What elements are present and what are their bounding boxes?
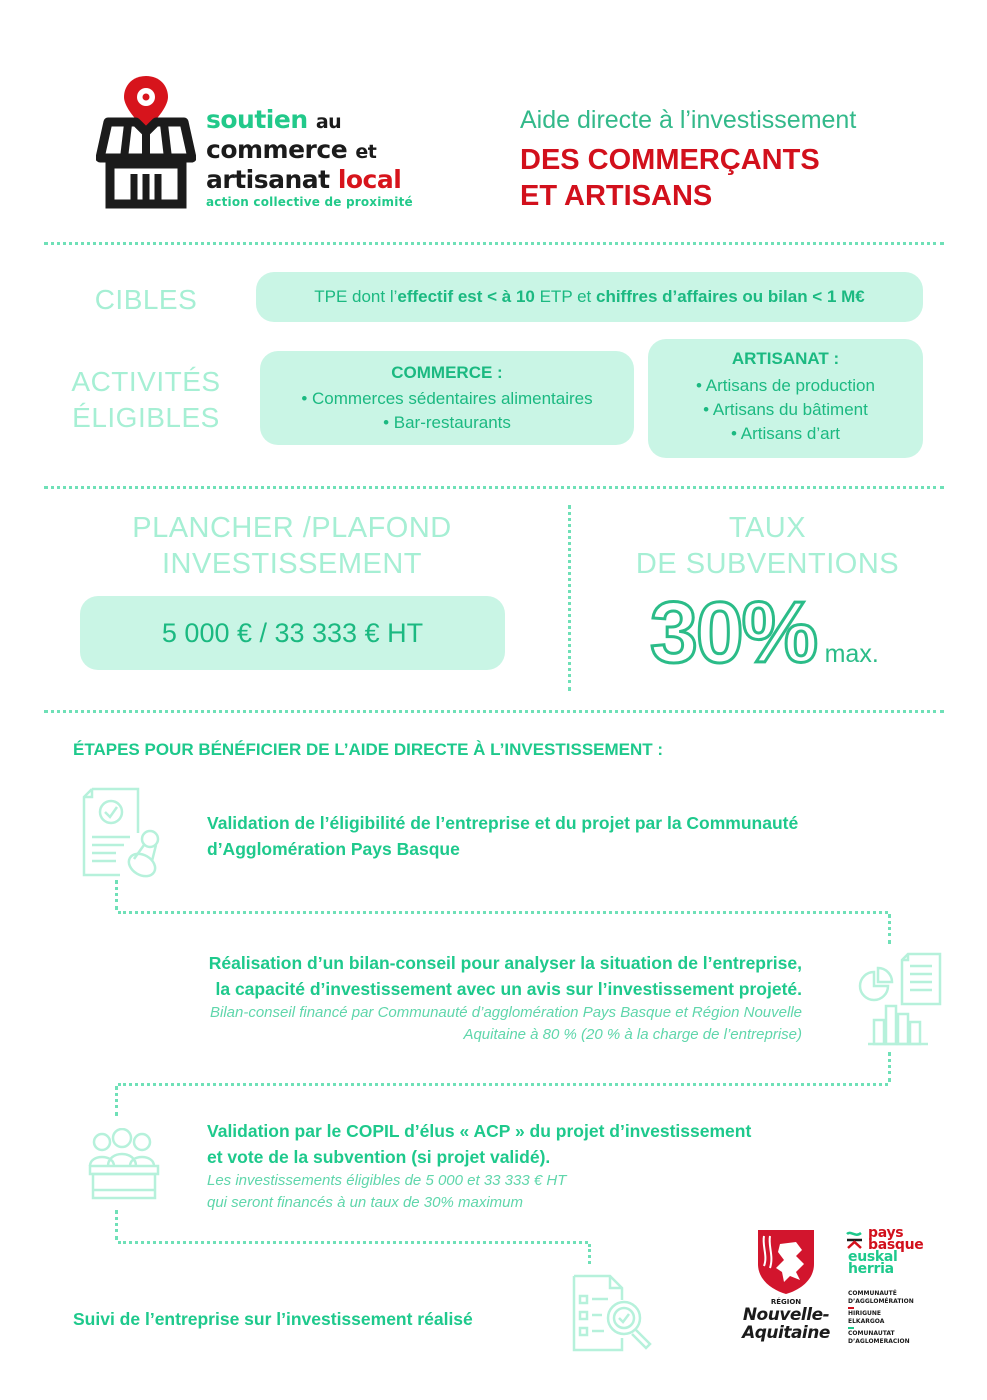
- pb-line4: herria: [848, 1261, 894, 1277]
- header-title: [520, 142, 820, 214]
- step-3-sub1: Les investissements éligibles de 5 000 et 33 333 € HT: [207, 1172, 567, 1189]
- shop-pin-icon: [96, 72, 196, 212]
- step-3-line2: et vote de la subvention (si projet validé).: [207, 1147, 551, 1167]
- header-subtitle: Aide directe à l’investissement: [520, 106, 857, 134]
- artisanat-box: [648, 339, 923, 458]
- pb-sub: D’AGGLOMÉRATION: [848, 1298, 914, 1305]
- step-1-line2: d’Agglomération Pays Basque: [207, 839, 460, 859]
- step-1-text: [207, 810, 798, 862]
- logo-word-commerce: commerce: [206, 135, 348, 164]
- step-2-text: [60, 950, 802, 1046]
- logo-word-au: au: [315, 111, 342, 133]
- commerce-list: [260, 387, 634, 435]
- pb-sub: COMMUNAUTÉ: [848, 1290, 897, 1297]
- pb-sub: ELKARGOA: [848, 1318, 885, 1325]
- taux-value: 30%: [650, 585, 817, 681]
- logo-subtitle: action collective de proximité: [206, 195, 413, 209]
- logo-word-artisanat: artisanat: [206, 165, 330, 194]
- header-title-line2: ET ARTISANS: [520, 180, 713, 212]
- step-1-line1: Validation de l’éligibilité de l’entreprise et du projet par la Communauté: [207, 813, 799, 833]
- divider-vertical: [568, 505, 571, 691]
- pb-separator: [848, 1307, 854, 1309]
- region-name-line1: Nouvelle-: [742, 1305, 830, 1325]
- artisanat-item: • Artisans d’art: [731, 424, 840, 443]
- step-2-sub2: Aquitaine à 80 % (20 % à la charge de l’entreprise): [463, 1026, 802, 1043]
- activites-label: [56, 364, 236, 436]
- activites-label-line1: ACTIVITÉS: [71, 366, 221, 397]
- plancher-label-line2: INVESTISSEMENT: [162, 548, 422, 580]
- connector: [588, 1244, 591, 1264]
- step-2-sub1: Bilan-conseil financé par Communauté d’agglomération Pays Basque et Région Nouvelle: [209, 1004, 802, 1021]
- charts-report-icon: [852, 950, 944, 1046]
- plancher-box: [80, 596, 505, 670]
- commerce-item: • Commerces sédentaires alimentaires: [301, 389, 593, 408]
- document-stamp-icon: [80, 785, 170, 880]
- cibles-box: [256, 272, 923, 322]
- checklist-magnifier-icon: [570, 1272, 662, 1354]
- logo-word-soutien: soutien: [206, 105, 308, 134]
- step-4-text: Suivi de l’entreprise sur l’investissement réalisé: [73, 1309, 473, 1329]
- header-title-line1: DES COMMERÇANTS: [520, 144, 820, 176]
- region-name: [736, 1306, 836, 1342]
- region-shield-icon: [756, 1228, 816, 1296]
- connector: [115, 1086, 118, 1116]
- cibles-text: [256, 272, 923, 322]
- pb-sub: COMUNAUTAT: [848, 1330, 895, 1337]
- pb-line1: pays: [868, 1225, 904, 1241]
- cibles-text-bold: chiffres d’affaires ou bilan < 1 M€: [595, 287, 865, 306]
- logo-wordmark: [206, 106, 401, 193]
- pb-sub: HIRIGUNE: [848, 1310, 882, 1317]
- committee-icon: [88, 1128, 168, 1200]
- commerce-item: • Bar-restaurants: [383, 413, 511, 432]
- commerce-box: [260, 351, 634, 445]
- region-name-line2: Aquitaine: [742, 1323, 830, 1343]
- step-3-sub2: qui seront financés à un taux de 30% maximum: [207, 1194, 524, 1211]
- plancher-value: 5 000 € / 33 333 € HT: [161, 618, 424, 648]
- pays-basque-mark-icon: [845, 1230, 865, 1250]
- taux-label-line1: TAUX: [728, 512, 807, 544]
- divider: [44, 710, 944, 713]
- artisanat-list: [648, 374, 923, 446]
- pb-sub: D’AGLOMERACION: [848, 1338, 910, 1345]
- cibles-text-bold: effectif est < à 10: [397, 287, 535, 306]
- cibles-text-part: TPE dont l’: [314, 287, 398, 306]
- taux-label: [620, 510, 915, 582]
- step-2-line2: la capacité d’investissement avec un avis sur l’investissement projeté.: [215, 979, 802, 999]
- connector: [118, 1241, 588, 1244]
- activites-label-line2: ÉLIGIBLES: [72, 402, 220, 433]
- pays-basque-wordmark: [848, 1225, 924, 1277]
- connector: [115, 880, 118, 910]
- connector: [118, 911, 888, 914]
- plancher-label: [82, 510, 502, 582]
- pays-basque-subtitles: [848, 1290, 914, 1346]
- step-3-line1: Validation par le COPIL d’élus « ACP » du projet d’investissement: [207, 1121, 752, 1141]
- logo-word-et: et: [355, 141, 377, 163]
- cibles-label: CIBLES: [94, 284, 198, 315]
- logo-word-local: local: [337, 165, 402, 194]
- step-2-line1: Réalisation d’un bilan-conseil pour analyser la situation de l’entreprise,: [208, 953, 802, 973]
- divider: [44, 242, 944, 245]
- artisanat-item: • Artisans de production: [696, 376, 875, 395]
- commerce-title: COMMERCE :: [391, 363, 503, 382]
- cibles-text-part: ETP et: [534, 287, 596, 306]
- pb-line2: basque: [868, 1237, 924, 1253]
- divider: [44, 486, 944, 489]
- pb-line3: euskal: [848, 1249, 898, 1265]
- artisanat-title: ARTISANAT :: [731, 349, 840, 368]
- plancher-label-line1: PLANCHER /PLAFOND: [132, 512, 452, 544]
- artisanat-item: • Artisans du bâtiment: [703, 400, 868, 419]
- step-3-text: [207, 1118, 751, 1214]
- region-small-label: RÉGION: [770, 1298, 802, 1306]
- taux-value-group: [650, 585, 879, 681]
- connector: [888, 914, 891, 944]
- connector: [118, 1083, 888, 1086]
- connector: [888, 1052, 891, 1082]
- connector: [115, 1210, 118, 1240]
- steps-title: ÉTAPES POUR BÉNÉFICIER DE L’AIDE DIRECTE À L’INVESTISSEMENT :: [73, 740, 664, 759]
- pb-separator: [848, 1327, 854, 1329]
- taux-label-line2: DE SUBVENTIONS: [635, 548, 900, 580]
- taux-suffix: max.: [824, 640, 879, 668]
